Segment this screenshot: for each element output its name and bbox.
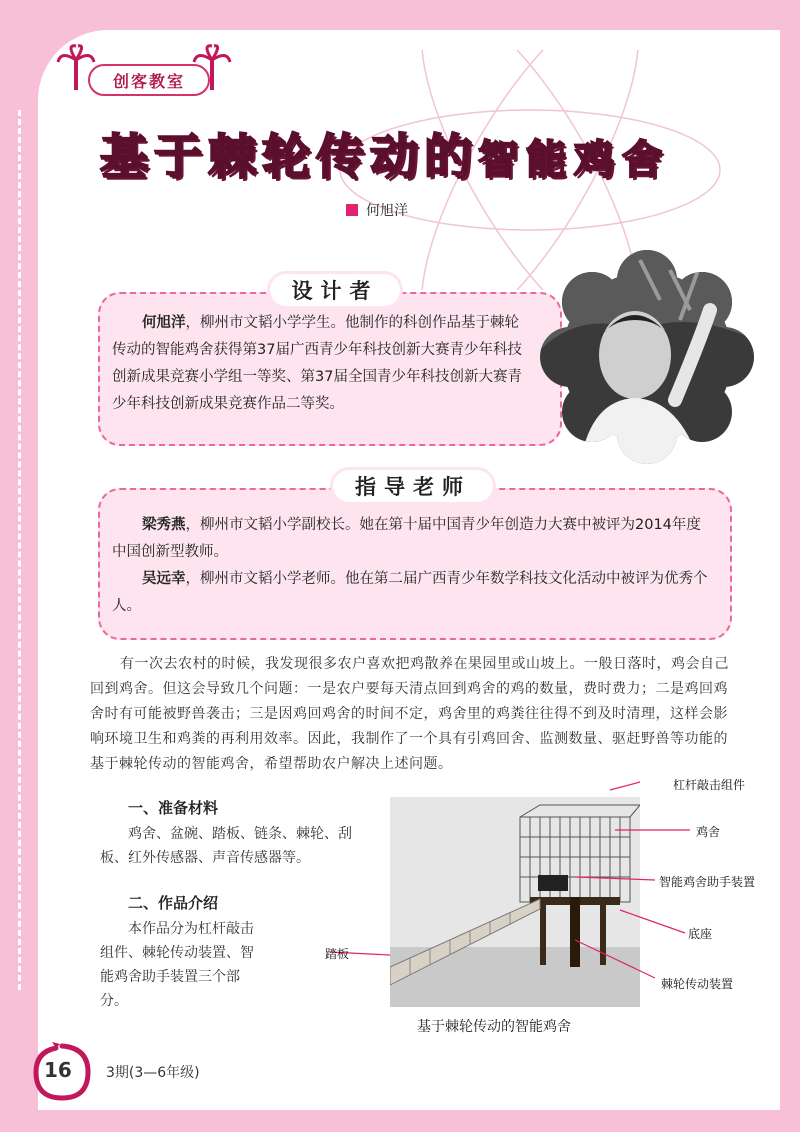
decorative-dashed-line <box>18 110 21 990</box>
intro-text: 有一次去农村的时候，我发现很多农户喜欢把鸡散养在果园里或山坡上。一般日落时，鸡会自己回到鸡舍。但这会导致几个问题：一是农户要每天清点回到鸡舍的鸡的数量，费时费力；二是鸡回鸡舍时有可能被野兽袭击；三是因鸡回鸡舍的时间不定，鸡舍里的鸡粪往往得不到及时清理，这样会影响环境卫生和鸡粪的再利用效率。因此，我制作了一个具有引鸡回舍、监测数量、驱赶野兽等功能的基于棘轮传动的智能鸡舍，希望帮助农户解决上述问题。 <box>90 656 729 772</box>
intro-paragraph <box>90 652 735 777</box>
teacher-2-name: 吴远幸 <box>142 571 186 587</box>
teacher-2-bio <box>112 566 712 620</box>
label-lever: 杠杆敲击组件 <box>673 778 746 792</box>
author-line <box>346 200 408 220</box>
author-marker <box>346 204 358 216</box>
designer-photo <box>540 250 755 465</box>
label-coop: 鸡舍 <box>696 825 721 839</box>
label-assistant: 智能鸡舍助手装置 <box>659 875 756 889</box>
teacher-2-text: ，柳州市文韬小学老师。他在第二届广西青少年数学科技文化活动中被评为优秀个人。 <box>112 571 708 614</box>
teacher-1-bio <box>112 512 712 566</box>
designer-heading: 设计者 <box>270 274 400 306</box>
title-part-1: 基于棘轮传动的 <box>100 129 479 185</box>
section-2-body <box>100 917 260 1013</box>
issue-label: 3期(3—6年级) <box>106 1065 200 1081</box>
article-title <box>100 118 670 187</box>
figure-caption: 基于棘轮传动的智能鸡舍 <box>417 1019 571 1035</box>
figure-callout-lines <box>330 780 690 1000</box>
designer-text: ，柳州市文韬小学学生。他制作的科创作品基于棘轮传动的智能鸡舍获得第37届广西青少年科技创新大赛青少年科技创新成果竞赛小学组一等奖、第37届全国青少年科技创新大赛青少年科技创新成果竞赛作品二等奖。 <box>112 315 522 412</box>
section-2-text: 本作品分为杠杆敲击组件、棘轮传动装置、智能鸡舍助手装置三个部分。 <box>100 921 254 1009</box>
label-base: 底座 <box>688 927 713 941</box>
section-1-text: 鸡舍、盆碗、踏板、链条、棘轮、刮板、红外传感器、声音传感器等。 <box>100 826 352 866</box>
label-pedal: 踏板 <box>325 947 350 961</box>
teacher-1-name: 梁秀燕 <box>142 517 186 533</box>
teachers-heading: 指导老师 <box>333 470 493 502</box>
page-number: 16 <box>44 1058 72 1082</box>
teacher-1-text: ，柳州市文韬小学副校长。她在第十届中国青少年创造力大赛中被评为2014年度中国创新型教师。 <box>112 517 701 560</box>
designer-bio <box>112 310 532 418</box>
section-1-body <box>100 822 362 870</box>
author-name: 何旭洋 <box>366 203 408 219</box>
decorative-dashed-line <box>80 41 780 44</box>
section-1-heading: 一、准备材料 <box>128 799 219 817</box>
designer-name: 何旭洋 <box>142 315 186 331</box>
column-tag: 创客教室 <box>88 64 210 96</box>
section-2-heading: 二、作品介绍 <box>128 894 219 912</box>
label-ratchet: 棘轮传动装置 <box>661 977 734 991</box>
title-part-2: 智能鸡舍 <box>478 137 671 183</box>
